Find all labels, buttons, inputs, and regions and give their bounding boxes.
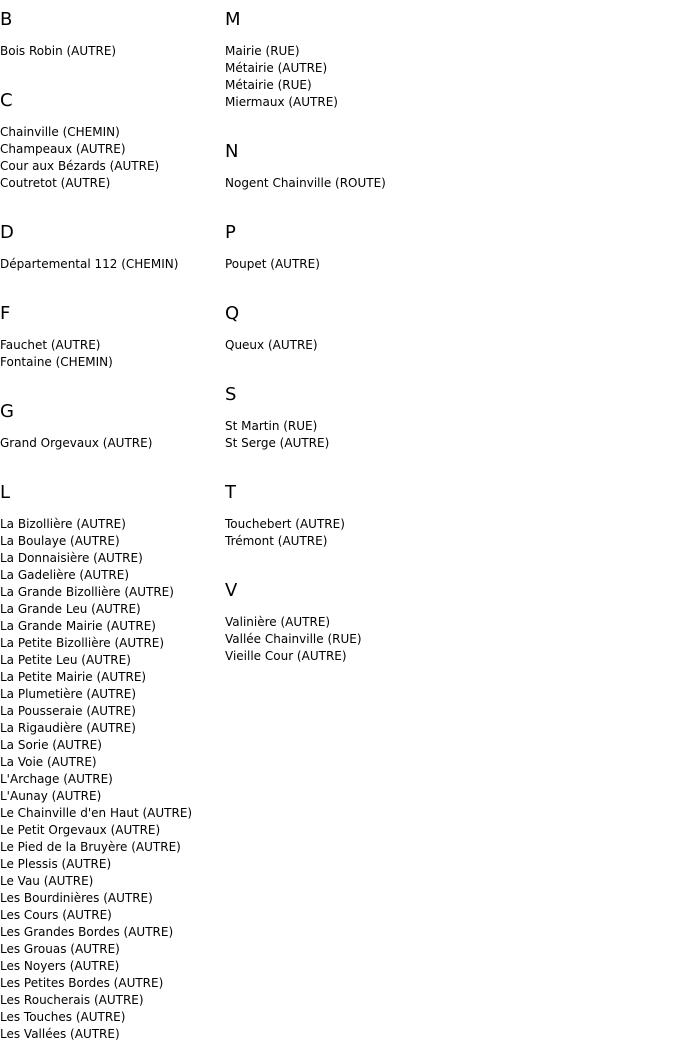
street-list (0, 250, 220, 273)
street-item: L'Aunay (AUTRE) (0, 789, 102, 803)
street-item: La Voie (AUTRE) (0, 755, 97, 769)
group-spacer (225, 192, 665, 213)
street-item: St Martin (RUE) (225, 419, 318, 433)
street-item: Le Petit Orgevaux (AUTRE) (0, 823, 161, 837)
street-item: Miermaux (AUTRE) (225, 95, 338, 109)
street-item: Trémont (AUTRE) (225, 534, 328, 548)
letter-group-c (0, 81, 220, 213)
street-list (225, 37, 665, 111)
street-item: Les Petites Bordes (AUTRE) (0, 976, 164, 990)
street-item: Bois Robin (AUTRE) (0, 44, 117, 58)
group-spacer (225, 354, 665, 375)
letter-heading: V (225, 580, 238, 601)
letter-heading: P (225, 222, 236, 243)
street-list (225, 169, 665, 192)
letter-group-f (0, 294, 220, 392)
street-list (0, 37, 220, 60)
street-item: Métairie (AUTRE) (225, 61, 328, 75)
street-item: Les Grouas (AUTRE) (0, 942, 120, 956)
street-list (0, 510, 220, 1043)
letter-heading: D (0, 222, 14, 243)
letter-heading: T (225, 482, 236, 503)
street-item: La Petite Leu (AUTRE) (0, 653, 131, 667)
letter-heading: C (0, 90, 13, 111)
street-item: Vieille Cour (AUTRE) (225, 649, 347, 663)
street-list (0, 331, 220, 371)
street-item: Vallée Chainville (RUE) (225, 632, 362, 646)
street-item: Chainville (CHEMIN) (0, 125, 120, 139)
letter-group-v (225, 571, 665, 665)
street-item: Les Noyers (AUTRE) (0, 959, 120, 973)
right-column (225, 0, 665, 665)
group-spacer (225, 273, 665, 294)
street-item: Les Touches (AUTRE) (0, 1010, 126, 1024)
street-list (0, 429, 220, 452)
group-spacer (0, 273, 220, 294)
street-item: La Grande Leu (AUTRE) (0, 602, 141, 616)
street-item: La Pousseraie (AUTRE) (0, 704, 136, 718)
street-item: Mairie (RUE) (225, 44, 300, 58)
letter-heading: Q (225, 303, 240, 324)
letter-group-p (225, 213, 665, 294)
street-item: Métairie (RUE) (225, 78, 312, 92)
letter-heading: M (225, 9, 241, 30)
letter-group-b (0, 0, 220, 81)
letter-group-g (0, 392, 220, 473)
street-item: La Boulaye (AUTRE) (0, 534, 120, 548)
street-item: Touchebert (AUTRE) (225, 517, 345, 531)
street-item: Fontaine (CHEMIN) (0, 355, 113, 369)
letter-heading: B (0, 9, 13, 30)
group-spacer (225, 111, 665, 132)
group-spacer (0, 192, 220, 213)
street-item: Fauchet (AUTRE) (0, 338, 101, 352)
street-list (225, 412, 665, 452)
street-item: L'Archage (AUTRE) (0, 772, 113, 786)
street-item: Les Bourdinières (AUTRE) (0, 891, 153, 905)
street-item: La Bizollière (AUTRE) (0, 517, 126, 531)
group-spacer (0, 452, 220, 473)
street-item: Les Grandes Bordes (AUTRE) (0, 925, 174, 939)
street-item: Champeaux (AUTRE) (0, 142, 126, 156)
street-list (225, 250, 665, 273)
street-item: Nogent Chainville (ROUTE) (225, 176, 386, 190)
street-item: Le Chainville d'en Haut (AUTRE) (0, 806, 193, 820)
letter-group-l (0, 473, 220, 1043)
street-item: Coutretot (AUTRE) (0, 176, 111, 190)
letter-group-n (225, 132, 665, 213)
left-column (0, 0, 220, 1043)
street-item: La Grande Mairie (AUTRE) (0, 619, 156, 633)
group-spacer (225, 550, 665, 571)
letter-heading: L (0, 482, 11, 503)
group-spacer (225, 452, 665, 473)
street-item: Cour aux Bézards (AUTRE) (0, 159, 160, 173)
street-item: La Petite Bizollière (AUTRE) (0, 636, 165, 650)
street-item: Poupet (AUTRE) (225, 257, 320, 271)
street-item: La Grande Bizollière (AUTRE) (0, 585, 174, 599)
street-item: La Donnaisière (AUTRE) (0, 551, 143, 565)
street-item: La Petite Mairie (AUTRE) (0, 670, 147, 684)
street-list (0, 118, 220, 192)
street-item: St Serge (AUTRE) (225, 436, 330, 450)
street-item: Le Vau (AUTRE) (0, 874, 94, 888)
letter-group-t (225, 473, 665, 571)
street-item: Les Cours (AUTRE) (0, 908, 112, 922)
street-item: Le Plessis (AUTRE) (0, 857, 112, 871)
letter-heading: F (0, 303, 11, 324)
letter-group-d (0, 213, 220, 294)
letter-heading: S (225, 384, 237, 405)
group-spacer (0, 371, 220, 392)
street-item: Queux (AUTRE) (225, 338, 318, 352)
street-item: La Sorie (AUTRE) (0, 738, 102, 752)
street-list (225, 608, 665, 665)
street-item: Le Pied de la Bruyère (AUTRE) (0, 840, 181, 854)
street-list (225, 510, 665, 550)
street-item: Valinière (AUTRE) (225, 615, 331, 629)
street-item: Les Roucherais (AUTRE) (0, 993, 144, 1007)
letter-group-s (225, 375, 665, 473)
street-list (225, 331, 665, 354)
group-spacer (0, 60, 220, 81)
letter-heading: G (0, 401, 14, 422)
street-item: La Rigaudière (AUTRE) (0, 721, 136, 735)
street-item: Les Vallées (AUTRE) (0, 1027, 120, 1041)
street-item: Départemental 112 (CHEMIN) (0, 257, 179, 271)
letter-group-m (225, 0, 665, 132)
street-item: Grand Orgevaux (AUTRE) (0, 436, 153, 450)
letter-heading: N (225, 141, 239, 162)
letter-group-q (225, 294, 665, 375)
street-item: La Plumetière (AUTRE) (0, 687, 136, 701)
street-item: La Gadelière (AUTRE) (0, 568, 130, 582)
